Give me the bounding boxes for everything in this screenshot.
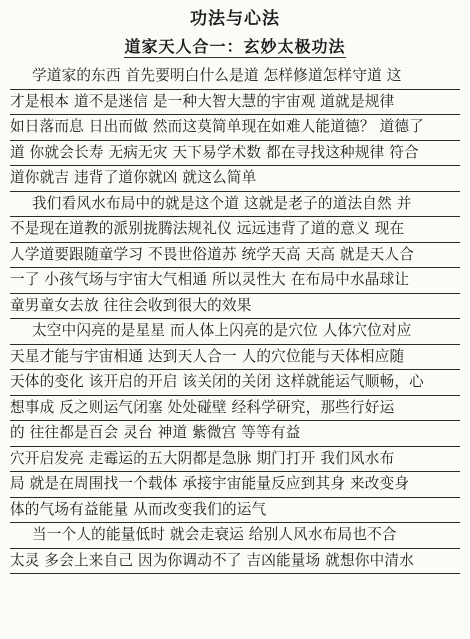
document-title: 功法与心法 [190, 9, 280, 29]
text-line: 一了 小孩气场与宇宙大气相通 所以灵性大 在布局中水晶球让 [10, 268, 460, 294]
text-line: 想事成 反之则运气闭塞 处处碰壁 经科学研究，那些行好运 [10, 396, 460, 422]
document-body [10, 64, 460, 574]
text-line: 穴开启发亮 走霉运的五大阴都是急脉 期门打开 我们风水布 [10, 447, 460, 473]
subtitle-text: 道家天人合一：玄妙太极功法 [124, 37, 346, 56]
paragraph [10, 523, 460, 574]
text-line: 道你就吉 违背了道你就凶 就这么简单 [10, 166, 460, 192]
text-line: 学道家的东西 首先要明白什么是道 怎样修道怎样守道 这 [10, 64, 460, 90]
text-line: 我们看风水布局中的就是这个道 这就是老子的道法自然 并 [10, 192, 460, 218]
text-line: 体的气场有益能量 从而改变我们的运气 [10, 498, 460, 524]
text-line: 道 你就会长寿 无病无灾 天下易学术数 都在寻找这种规律 符合 [10, 141, 460, 167]
document-subtitle [10, 36, 460, 58]
paragraph [10, 319, 460, 523]
text-line: 太空中闪亮的是星星 而人体上闪亮的是穴位 人体穴位对应 [10, 319, 460, 345]
text-line: 童男童女去放 往往会收到很大的效果 [10, 294, 460, 320]
text-line: 当一个人的能量低时 就会走衰运 给别人风水布局也不合 [10, 523, 460, 549]
text-line: 如日落而息 日出而做 然而这莫简单现在如难人能道德？ 道德了 [10, 115, 460, 141]
text-line: 局 就是在周围找一个载体 承接宇宙能量反应到其身 来改变身 [10, 472, 460, 498]
text-line: 不是现在道教的派别拢腾法规礼仪 远远违背了道的意义 现在 [10, 217, 460, 243]
text-line: 太灵 多会上来自己 因为你调动不了 吉凶能量场 就想你中清水 [10, 549, 460, 575]
text-line: 的 往往都是百会 灵台 神道 紫微宫 等等有益 [10, 421, 460, 447]
paragraph [10, 64, 460, 192]
text-line: 人学道要跟随童学习 不畏世俗道苏 统学天高 天高 就是天人合 [10, 243, 460, 269]
text-line: 才是根本 道不是迷信 是一种大智大慧的宇宙观 道就是规律 [10, 90, 460, 116]
text-line: 天体的变化 该开启的开启 该关闭的关闭 这样就能运气顺畅，心 [10, 370, 460, 396]
paragraph [10, 192, 460, 320]
text-line: 天星才能与宇宙相通 达到天人合一 人的穴位能与天体相应随 [10, 345, 460, 371]
